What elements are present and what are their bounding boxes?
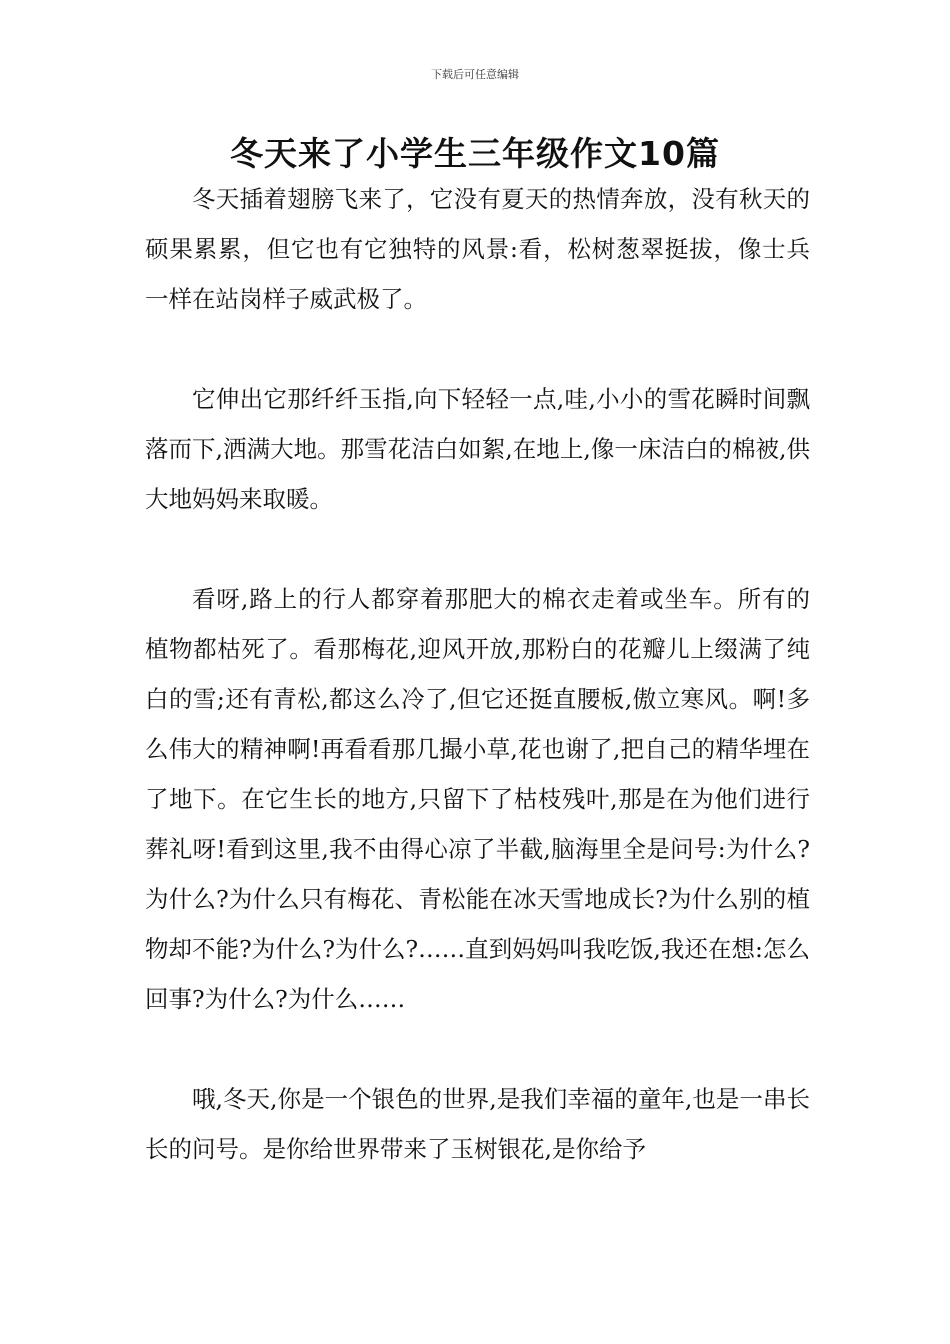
paragraph: 冬天插着翅膀飞来了，它没有夏天的热情奔放，没有秋天的硕果累累，但它也有它独特的风景:看，松树葱翠挺拔，像士兵一样在站岗样子威武极了。 <box>145 185 810 313</box>
document-title: 冬天来了小学生三年级作文10篇 <box>230 134 720 173</box>
paragraph-gap <box>145 524 810 574</box>
paragraph-gap <box>145 1024 810 1074</box>
paragraph: 看呀,路上的行人都穿着那肥大的棉衣走着或坐车。所有的植物都枯死了。看那梅花,迎风开放,那粉白的花瓣儿上缀满了纯白的雪;还有青松,都这么冷了,但它还挺直腰板,傲立寒风。啊!多么伟大的精神啊!再看看那几撮小草,花也谢了,把自己的精华埋在了地下。在它生长的地方,只留下了枯枝残叶,那是在为他们进行葬礼呀!看到这里,我不由得心凉了半截,脑海里全是问号:为什么?为什么?为什么只有梅花、青松能在冰天雪地成长?为什么别的植物却不能?为什么?为什么?……直到妈妈叫我吃饭,我还在想:怎么回事?为什么?为什么…… <box>145 585 810 1013</box>
paragraph: 哦,冬天,你是一个银色的世界,是我们幸福的童年,也是一串长长的问号。是你给世界带来了玉树银花,是你给予 <box>145 1085 810 1163</box>
header-note: 下载后可任意编辑 <box>431 68 519 81</box>
document-body <box>145 174 810 1174</box>
paragraph: 它伸出它那纤纤玉指,向下轻轻一点,哇,小小的雪花瞬时间飘落而下,洒满大地。那雪花洁白如絮,在地上,像一床洁白的棉被,供大地妈妈来取暖。 <box>145 385 810 513</box>
paragraph-gap <box>145 324 810 374</box>
